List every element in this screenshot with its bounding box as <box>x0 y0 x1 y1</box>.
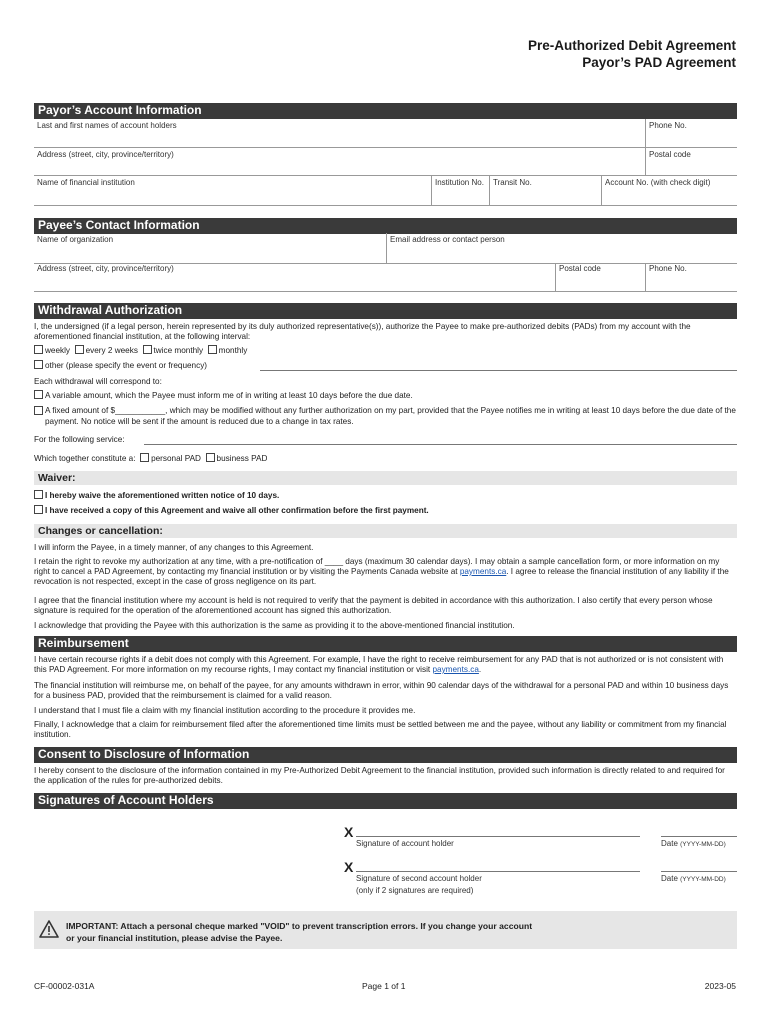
reimbursement-p1 <box>34 655 737 675</box>
changes-p2 <box>34 557 737 587</box>
waiver-notice-text: I hereby waive the aforementioned written notice of 10 days. <box>45 491 280 500</box>
payee-section-heading: Payee’s Contact Information <box>34 218 737 234</box>
waiver-item-1 <box>34 490 279 501</box>
signature-1-field[interactable] <box>356 836 640 837</box>
payee-phone-label: Phone No. <box>649 264 687 273</box>
changes-heading: Changes or cancellation: <box>34 524 737 538</box>
divider <box>601 175 602 205</box>
other-label: other (please specify the event or frequency) <box>45 361 208 370</box>
waiver-copy-checkbox[interactable] <box>34 505 43 514</box>
interval-options <box>34 345 247 356</box>
waiver-heading: Waiver: <box>34 471 737 485</box>
reimbursement-p4: Finally, I acknowledge that a claim for reimbursement filed after the aforementioned time limits must be settled between me and the payee, without any liability or commitment from my financial institution. <box>34 720 727 739</box>
reimbursement-p1-start: I have certain recourse rights if a debit does not comply with this Agreement. For example, I have the right to receive reimbursement for any PAD that is not authorized or is not consistent with this PAD Agreement. For more information on my recourse rights, I may contact my financial institution or visit <box>34 655 724 674</box>
account-holders-label: Last and first names of account holders <box>37 121 177 130</box>
weekly-label: weekly <box>45 346 71 355</box>
reimbursement-p2: The financial institution will reimburse me, on behalf of the payee, for any amounts withdrawn in error, within 90 calendar days of the withdrawal for a personal PAD and within 10 business days for a business PAD, provided that the reimbursement is claimed for a valid reason. <box>34 681 729 700</box>
service-field[interactable] <box>144 444 737 445</box>
divider <box>555 263 556 291</box>
business-pad-label: business PAD <box>216 454 268 463</box>
date-2-text: Date <box>661 874 678 883</box>
payee-postal-label: Postal code <box>559 264 601 273</box>
institution-name-label: Name of financial institution <box>37 178 135 187</box>
page-number: Page 1 of 1 <box>362 981 406 991</box>
changes-p4: I acknowledge that providing the Payee with this authorization is the same as providing it to the above-mentioned financial institution. <box>34 621 515 630</box>
divider <box>645 119 646 147</box>
payor-section-heading: Payor’s Account Information <box>34 103 737 119</box>
date-2-label <box>661 874 726 883</box>
together-label: Which together constitute a: <box>34 454 136 463</box>
waiver-item-2 <box>34 505 429 516</box>
payor-address-label: Address (street, city, province/territory) <box>37 150 174 159</box>
transit-no-label: Transit No. <box>493 178 532 187</box>
personal-pad-label: personal PAD <box>151 454 201 463</box>
weekly-checkbox[interactable] <box>34 345 43 354</box>
reimbursement-heading: Reimbursement <box>34 636 737 652</box>
consent-heading: Consent to Disclosure of Information <box>34 747 737 763</box>
signature-2-field[interactable] <box>356 871 640 872</box>
organization-label: Name of organization <box>37 235 114 244</box>
payments-ca-link-2[interactable]: payments.ca <box>432 665 479 674</box>
signature-1-label: Signature of account holder <box>356 839 454 848</box>
date-1-label <box>661 839 726 848</box>
other-checkbox[interactable] <box>34 360 43 369</box>
account-no-label: Account No. (with check digit) <box>605 178 711 187</box>
account-holders-field[interactable] <box>34 147 737 148</box>
signature-2-note: (only if 2 signatures are required) <box>356 886 474 895</box>
date-1-text: Date <box>661 839 678 848</box>
fixed-amount-option <box>34 405 737 427</box>
twice-monthly-label: twice monthly <box>153 346 204 355</box>
document-title: Pre-Authorized Debit Agreement <box>527 38 736 53</box>
signature-x-mark: X <box>344 824 354 840</box>
payee-address-field[interactable] <box>34 291 737 292</box>
divider <box>431 175 432 205</box>
pad-type-options <box>34 453 267 464</box>
date-1-field[interactable] <box>661 836 737 837</box>
institution-no-label: Institution No. <box>435 178 484 187</box>
fixed-amount-checkbox[interactable] <box>34 406 43 415</box>
signature-2-label: Signature of second account holder <box>356 874 482 883</box>
payor-phone-label: Phone No. <box>649 121 687 130</box>
reimbursement-p3: I understand that I must file a claim with my financial institution according to the procedure it provides me. <box>34 706 416 715</box>
signature-x-mark-2: X <box>344 859 354 875</box>
other-option <box>34 360 207 371</box>
variable-amount-text: A variable amount, which the Payee must inform me of in writing at least 10 days before the due date. <box>45 391 413 400</box>
reimbursement-p1-end: . <box>478 665 482 674</box>
fixed-amount-text: A fixed amount of $___________, which may be modified without any further authorization on my part, provided that the Payee notifies me in writing at least 10 days before the due date of the payment. No notice will be sent if the amount is reduced due to a change in tax rates. <box>45 406 736 426</box>
withdrawal-intro: I, the undersigned (if a legal person, herein represented by its duly authorized representative(s)), authorize the Payee to make pre-authorized debits (PADs) from my account with the aforementioned financial institution, at the following interval: <box>34 322 691 341</box>
monthly-checkbox[interactable] <box>208 345 217 354</box>
payor-address-field[interactable] <box>34 175 737 176</box>
every-2-weeks-label: every 2 weeks <box>85 346 138 355</box>
withdrawal-section-heading: Withdrawal Authorization <box>34 303 737 319</box>
waiver-notice-checkbox[interactable] <box>34 490 43 499</box>
service-label: For the following service: <box>34 435 125 444</box>
payor-postal-label: Postal code <box>649 150 691 159</box>
consent-text: I hereby consent to the disclosure of the information contained in my Pre-Authorized Debit Agreement to the financial institution, provided such information is directly related to and required for the application of the rules for pre-authorized debits. <box>34 766 725 785</box>
waiver-copy-text: I have received a copy of this Agreement and waive all other confirmation before the first payment. <box>45 506 429 515</box>
form-version: 2023-05 <box>704 981 736 991</box>
divider <box>645 263 646 291</box>
divider <box>645 147 646 175</box>
date-2-format: (YYYY-MM-DD) <box>680 876 726 883</box>
divider <box>489 175 490 205</box>
changes-p3: I agree that the financial institution where my account is held is not required to verify that the payment is debited in accordance with this authorization. I also certify that every person whose signature is required for the operation of the aforementioned account has signed this authorization. <box>34 596 713 615</box>
important-line-1: IMPORTANT: Attach a personal cheque marked "VOID" to prevent transcription errors. If you change your account <box>66 921 533 931</box>
email-contact-label: Email address or contact person <box>390 235 505 244</box>
twice-monthly-checkbox[interactable] <box>143 345 152 354</box>
institution-field[interactable] <box>34 205 737 206</box>
changes-p1: I will inform the Payee, in a timely manner, of any changes to this Agreement. <box>34 543 314 552</box>
changes-p2-start: I retain the right to revoke my authorization at any time, with a pre-notification of ____ days (maximum 30 calendar days). I may obtain a sample cancellation form, or more information on my right to cancel a PAD Agreement, by contacting my financial institution or by visiting the Payments Canada website at <box>34 557 720 576</box>
payments-ca-link[interactable]: payments.ca <box>459 567 507 576</box>
form-number: CF-00002-031A <box>34 981 95 991</box>
monthly-label: monthly <box>218 346 248 355</box>
divider <box>386 233 387 263</box>
signatures-heading: Signatures of Account Holders <box>34 793 737 809</box>
important-line-2: or your financial institution, please advise the Payee. <box>66 933 283 943</box>
variable-amount-checkbox[interactable] <box>34 390 43 399</box>
warning-icon <box>39 920 59 943</box>
business-pad-checkbox[interactable] <box>206 453 215 462</box>
date-1-format: (YYYY-MM-DD) <box>680 841 726 848</box>
every-2-weeks-checkbox[interactable] <box>75 345 84 354</box>
date-2-field[interactable] <box>661 871 737 872</box>
document-subtitle: Payor’s PAD Agreement <box>582 55 736 70</box>
other-frequency-field[interactable] <box>260 370 737 371</box>
personal-pad-checkbox[interactable] <box>140 453 149 462</box>
each-withdrawal-label: Each withdrawal will correspond to: <box>34 377 162 386</box>
payee-address-label: Address (street, city, province/territory) <box>37 264 174 273</box>
changes-p2-end: . I agree to release the financial institution of any liability if the revocation is not respected, except in the case of gross negligence on its part. <box>34 567 729 586</box>
variable-amount-option <box>34 390 737 401</box>
